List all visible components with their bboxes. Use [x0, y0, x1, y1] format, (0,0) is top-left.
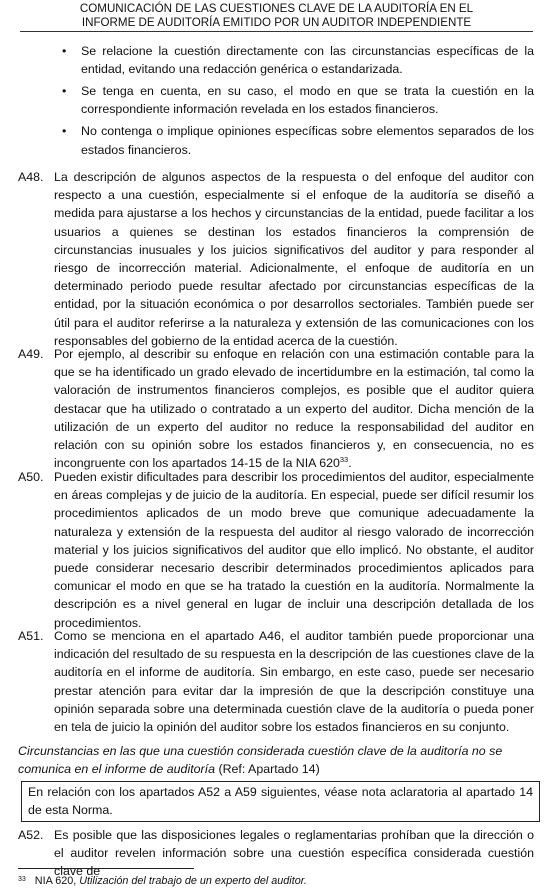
bullet-text: Se tenga en cuenta, en su caso, el modo en que se trata la cuestión en la correspondiente información revelada en los estados financieros.: [81, 84, 534, 117]
list-item: [62, 122, 534, 158]
paragraph-text: Como se menciona en el apartado A46, el auditor también puede proporcionar una indicación del resultado de su respuesta en la descripción de las cuestiones clave de la auditoría en el informe de auditoría. Sin embargo, en este caso, puede ser necesario prestar atención para evitar dar la impresión de que la descripción constituye una opinión separada sobre una determinada cuestión clave de la auditoría o pueda poner en tela de juicio la opinión del auditor sobre los estados financieros en su conjunto.: [54, 629, 534, 735]
paragraph-number: A50.: [18, 470, 44, 484]
footnote-divider: [18, 868, 194, 869]
footnote-prefix: NIA 620,: [34, 875, 80, 887]
header-line-2: INFORME DE AUDITORÍA EMITIDO POR UN AUDITOR INDEPENDIENTE: [81, 15, 472, 29]
bullet-marker: •: [62, 84, 67, 99]
subheading-reference: (Ref: Apartado 14): [215, 762, 320, 777]
list-item: [62, 42, 534, 78]
boxed-note: En relación con los apartados A52 a A59 siguientes, véase nota aclaratoria al apartado 14 de esta Norma.: [21, 781, 540, 822]
paragraph-number: A49.: [18, 347, 44, 361]
paragraph-text: La descripción de algunos aspectos de la respuesta o del enfoque del auditor con respecto a una cuestión, especialmente si el enfoque de la auditoría se diseñó a medida para ajustarse a los hechos y circunstancias de la entidad, puede facilitar a los usuarios a quienes se destinan los estados financieros la comprensión de circunstancias inusuales y los juicios significativos del auditor y para responder al riesgo de incorrección material. Adicionalmente, el enfoque de auditoría en un determinado periodo puede resultar afectado por circunstancias específicas de la entidad, por la situación económica o por desarrollos sectoriales. También puede ser útil para el auditor referirse a la naturaleza y extensión de las comunicaciones con los responsables del gobierno de la entidad acerca de la cuestión.: [54, 170, 534, 348]
paragraph-text: [54, 345, 534, 472]
paragraph-a50: [18, 468, 534, 632]
bullet-marker: •: [62, 124, 67, 139]
header-divider: [20, 31, 533, 32]
paragraph-a48: [18, 168, 534, 350]
paragraph-body: Por ejemplo, al describir su enfoque en relación con una estimación contable para la que se ha identificado un grado elevado de incertidumbre en la estimación, tal como la valoración de instrumentos financieros complejos, es posible que el auditor quiera destacar que ha utilizado o contratado a un experto del auditor. Dicha mención de la utilización de un experto del auditor no reduce la responsabilidad del auditor en relación con su opinión sobre los estados financieros y, en consecuencia, no es incongruente con los apartados 14-15 de la NIA 620: [54, 347, 534, 471]
paragraph-text: Pueden existir dificultades para describir los procedimientos del auditor, especialmente en áreas complejas y de juicio de la auditoría. En especial, puede ser difícil resumir los procedimientos aplicados de un modo breve que comunique adecuadamente la naturaleza y extensión de la respuesta del auditor al riesgo valorado de incorrección material y los juicios significativos del auditor que ello implicó. No obstante, el auditor puede considerar necesario describir determinados procedimientos aplicados para comunicar el modo en que se ha tratado la cuestión en la auditoría. Normalmente la descripción es a nivel general en lugar de incluir una descripción detallada de los procedimientos.: [54, 470, 534, 630]
bullet-text: No contenga o implique opiniones específicas sobre elementos separados de los estados financieros.: [81, 124, 534, 157]
bullet-marker: •: [62, 44, 67, 58]
list-item: [62, 82, 534, 118]
bullet-list: [62, 42, 534, 163]
footnote-title: Utilización del trabajo de un experto del auditor.: [79, 875, 307, 887]
paragraph-number: A52.: [18, 828, 44, 842]
paragraph-a49: [18, 345, 534, 472]
bullet-text: Se relacione la cuestión directamente con las circunstancias específicas de la entidad, evitando una redacción genérica o estandarizada.: [81, 44, 534, 77]
section-subheading: [18, 742, 534, 778]
paragraph-text: Es posible que las disposiciones legales o reglamentarias prohíban que la dirección o el auditor revelen información sobre una cuestión específica considerada cuestión clave de: [54, 828, 534, 879]
paragraph-a51: [18, 627, 534, 736]
page-header: [0, 2, 553, 29]
paragraph-number: A51.: [18, 629, 44, 643]
paragraph-end: .: [348, 456, 352, 471]
header-line-1: COMUNICACIÓN DE LAS CUESTIONES CLAVE DE LA AUDITORÍA EN EL: [79, 2, 474, 15]
footnote: [18, 873, 307, 888]
footnote-number: 33: [18, 876, 26, 883]
subheading-text: Circunstancias en las que una cuestión considerada cuestión clave de la auditoría no se comunica en el informe de auditoría: [18, 744, 503, 777]
paragraph-number: A48.: [18, 170, 44, 184]
footnote-reference[interactable]: 33: [339, 455, 349, 465]
